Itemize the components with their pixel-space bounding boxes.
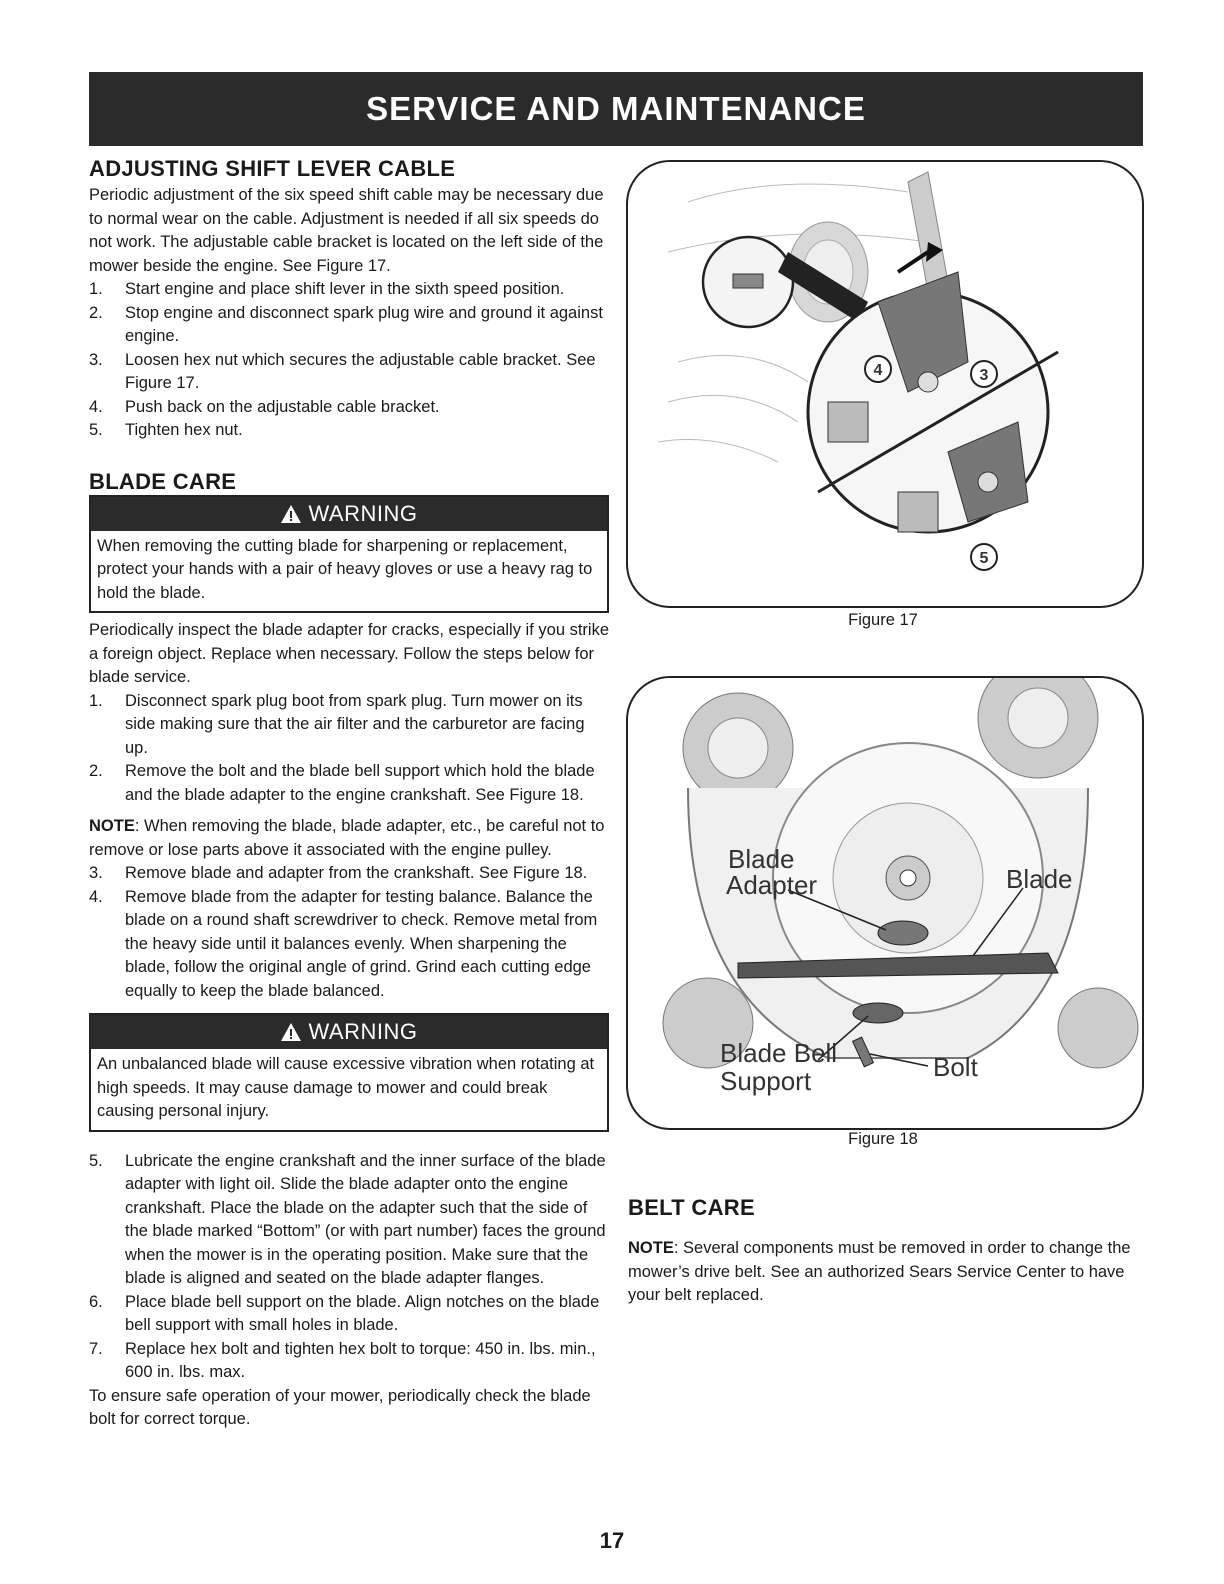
step-number: 4. [89, 887, 103, 906]
blade-steps-b [89, 862, 609, 1003]
page-number: 17 [599, 1528, 625, 1553]
list-item [89, 1338, 609, 1385]
note-label: NOTE [628, 1239, 674, 1257]
step-number: 1. [89, 691, 103, 710]
note-label: NOTE [89, 817, 135, 835]
note-text: : Several components must be removed in order to change the mower’s drive belt. See an authorized Sears Service Center to have your belt replaced. [628, 1239, 1131, 1304]
list-item [89, 349, 609, 396]
callout-4: 4 [873, 362, 883, 379]
step-text: Remove blade from the adapter for testing balance. Balance the blade on a round shaft screwdriver to check. Remove metal from the heavy side until it balances evenly. When sharpening the blade, follow the original angle of grind. Grind each cutting edge equally to keep the blade balanced. [125, 887, 598, 1000]
label-bolt: Bolt [933, 1052, 978, 1082]
step-number: 7. [89, 1339, 103, 1358]
blade-steps-a [89, 690, 609, 808]
step-text: Stop engine and disconnect spark plug wire and ground it against engine. [125, 303, 603, 345]
step-number: 3. [89, 350, 103, 369]
belt-care-heading: BELT CARE [628, 1195, 755, 1220]
step-text: Remove blade and adapter from the crankshaft. See Figure 18. [125, 864, 588, 882]
list-item [89, 278, 609, 302]
figure-17-caption: Figure 17 [848, 611, 918, 629]
warning-text: An unbalanced blade will cause excessive vibration when rotating at high speeds. It may cause damage to mower and could break causing personal injury. [97, 1055, 595, 1120]
list-item [89, 886, 609, 1004]
step-number: 3. [89, 864, 103, 882]
shift-cable-heading: ADJUSTING SHIFT LEVER CABLE [89, 156, 456, 181]
shift-cable-intro: Periodic adjustment of the six speed shift cable may be necessary due to normal wear on the cable. Adjustment is needed if all six speeds do not work. The adjustable cable bracket is located on the left side of the mower beside the engine. See Figure 17. [89, 186, 604, 275]
warning-header [91, 1015, 607, 1049]
step-number: 5. [89, 1151, 103, 1170]
blade-steps-c [89, 1150, 609, 1385]
warning-text: When removing the cutting blade for sharpening or replacement, protect your hands with a pair of heavy gloves or use a heavy rag to hold the blade. [97, 536, 593, 602]
belt-care-note [628, 1237, 1138, 1308]
step-text: Replace hex bolt and tighten hex bolt to torque: 450 in. lbs. min., 600 in. lbs. max. [125, 1339, 596, 1381]
blade-note [89, 815, 609, 862]
warning-triangle-icon [280, 1022, 302, 1042]
label-blade-adapter-line1: Blade [728, 844, 795, 874]
warning-header [91, 497, 607, 531]
step-text: Push back on the adjustable cable bracket. [125, 397, 440, 416]
page-title: SERVICE AND MAINTENANCE [366, 90, 866, 127]
step-number: 1. [89, 280, 103, 298]
blade-care-heading: BLADE CARE [89, 468, 237, 494]
callout-5: 5 [979, 550, 989, 567]
label-blade-bell-line2: Support [720, 1066, 812, 1096]
figure-17-illustration [628, 162, 1142, 606]
warning-box-1 [89, 495, 609, 614]
warning-label: WARNING [308, 1019, 418, 1044]
figure-18-illustration [628, 678, 1142, 1128]
list-item [89, 862, 609, 886]
figure-17-frame [626, 160, 1144, 608]
step-number: 4. [89, 397, 103, 416]
step-text: Disconnect spark plug boot from spark plug. Turn mower on its side making sure that the air filter and the carburetor are facing up. [125, 691, 585, 757]
step-number: 2. [89, 762, 103, 780]
label-blade: Blade [1006, 864, 1073, 894]
list-item [89, 396, 609, 420]
blade-closing: To ensure safe operation of your mower, periodically check the blade bolt for correct torque. [89, 1386, 591, 1428]
note-text: : When removing the blade, blade adapter, etc., be careful not to remove or lose parts above it associated with the engine pulley. [89, 817, 605, 859]
warning-triangle-icon [280, 504, 302, 524]
list-item [89, 1150, 609, 1291]
list-item [89, 1291, 609, 1338]
step-text: Tighten hex nut. [125, 421, 243, 439]
label-blade-adapter-line2: Adapter [726, 870, 818, 900]
warning-label: WARNING [308, 500, 418, 526]
step-text: Loosen hex nut which secures the adjustable cable bracket. See Figure 17. [125, 350, 596, 392]
list-item [89, 419, 609, 443]
step-text: Remove the bolt and the blade bell support which hold the blade and the blade adapter to the engine crankshaft. See Figure 18. [125, 762, 595, 804]
step-number: 2. [89, 303, 103, 322]
list-item [89, 302, 609, 349]
figure-18-frame [626, 676, 1144, 1130]
label-blade-bell-line1: Blade Bell [720, 1038, 838, 1068]
page-banner [89, 72, 1143, 146]
figure-18-caption: Figure 18 [848, 1130, 918, 1148]
callout-3: 3 [979, 367, 989, 384]
step-number: 5. [89, 421, 103, 439]
belt-care-section [628, 1195, 1138, 1308]
step-text: Lubricate the engine crankshaft and the inner surface of the blade adapter with light oil. Slide the blade adapter onto the engine crankshaft. Place the blade on the adapter such that the side of the blade marked “Bottom” (or with part number) faces the ground when the mower is in the operating position. Make sure that the blade is aligned and seated on the blade adapter flanges. [125, 1151, 606, 1287]
step-number: 6. [89, 1292, 103, 1311]
blade-care-intro: Periodically inspect the blade adapter for cracks, especially if you strike a foreign object. Replace when necessary. Follow the steps below for blade service. [89, 621, 609, 686]
step-text: Start engine and place shift lever in the sixth speed position. [125, 280, 565, 298]
step-text: Place blade bell support on the blade. Align notches on the blade bell support with small holes in blade. [125, 1292, 600, 1334]
shift-cable-steps [89, 278, 609, 443]
list-item [89, 760, 609, 807]
warning-box-2 [89, 1013, 609, 1132]
list-item [89, 690, 609, 761]
left-column [89, 152, 609, 1432]
